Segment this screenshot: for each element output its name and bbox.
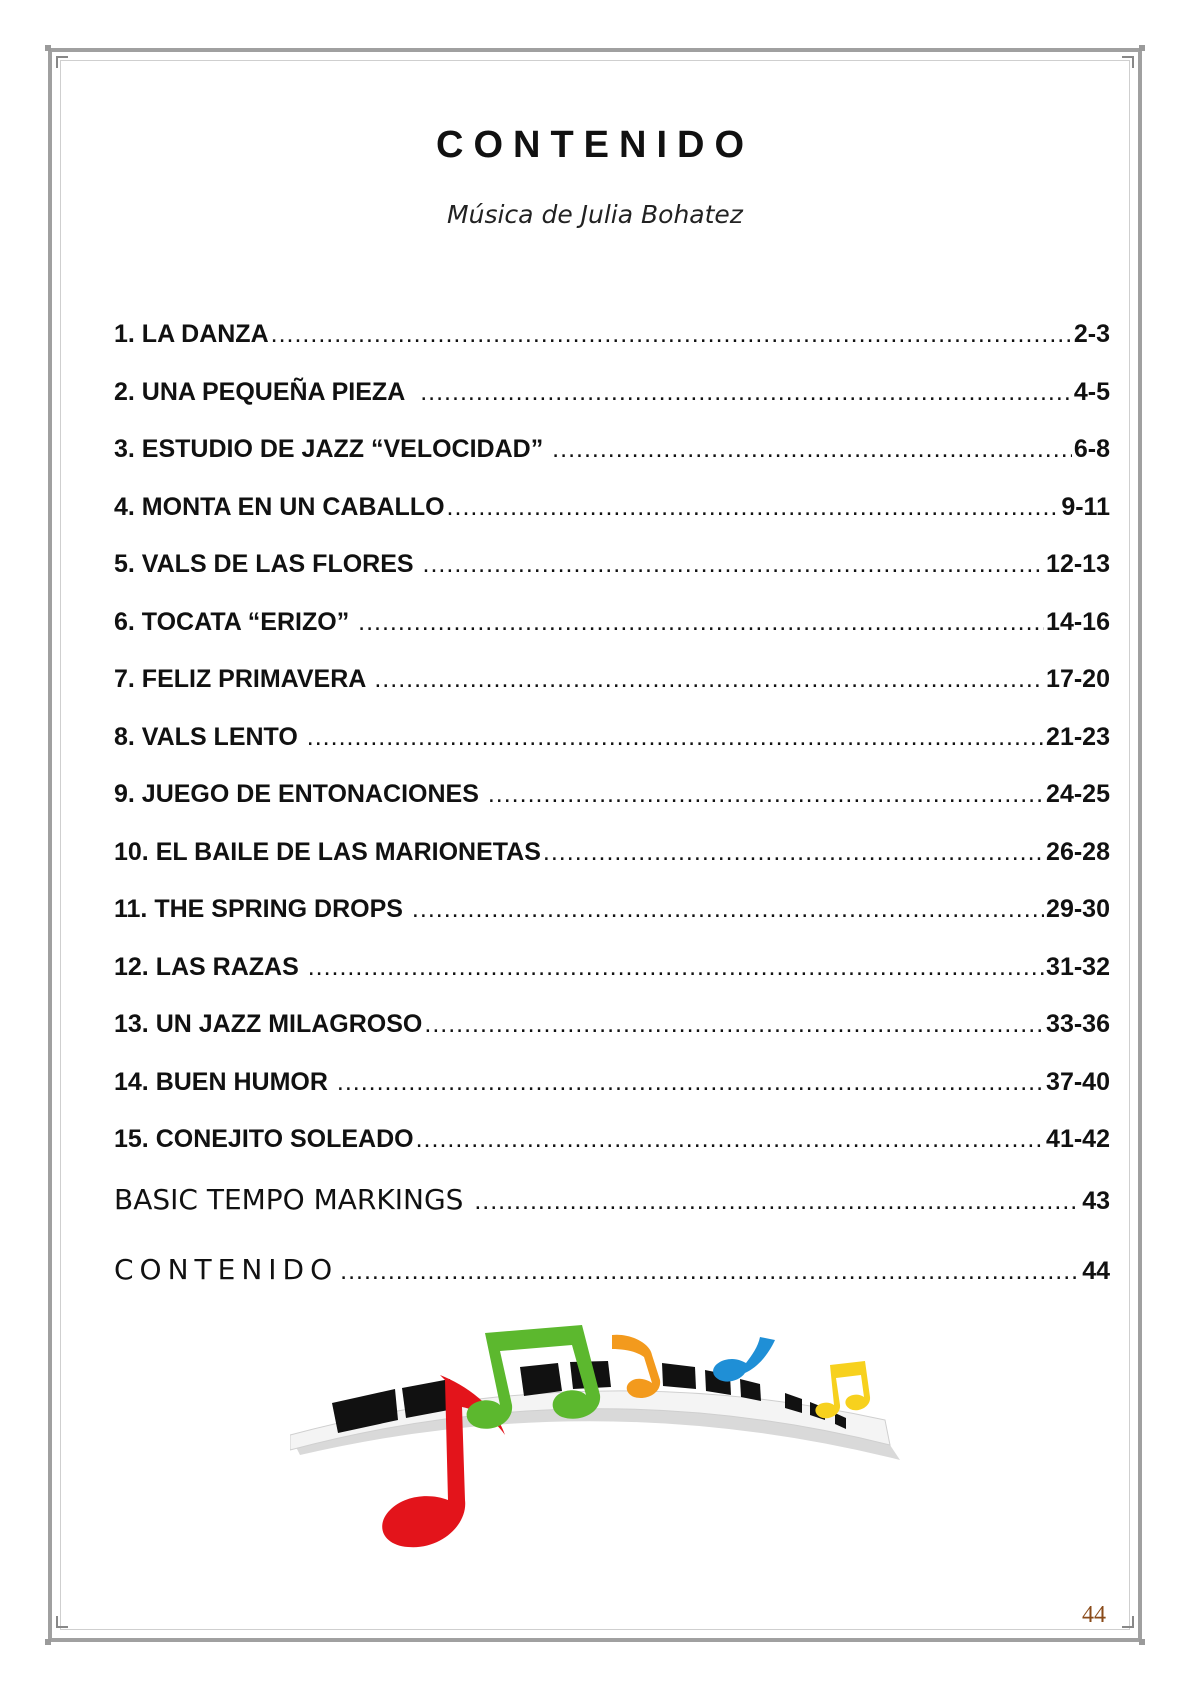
toc-leader-dots (416, 1125, 1044, 1154)
toc-entry[interactable] (114, 550, 1110, 608)
toc-leader-dots (423, 550, 1045, 579)
page-subtitle: Música de Julia Bohatez (447, 200, 743, 229)
toc-entry-label: 11. THE SPRING DROPS (114, 895, 410, 923)
toc-leader-dots (271, 320, 1072, 349)
toc-leader-dots (543, 838, 1044, 867)
toc-entry[interactable] (114, 1125, 1110, 1183)
toc-entry-label: 12. LAS RAZAS (114, 952, 306, 981)
corner-dot (45, 45, 51, 51)
toc-leader-dots (358, 608, 1044, 637)
toc-leader-dots (308, 953, 1044, 982)
toc-entry-label: 15. CONEJITO SOLEADO (114, 1125, 414, 1153)
toc-entry-label: 8. VALS LENTO (114, 722, 305, 751)
toc-entry-label: 6. TOCATA “ERIZO” (114, 607, 357, 636)
table-of-contents (114, 320, 1110, 1323)
toc-entry-label: 2. UNA PEQUEÑA PIEZA (114, 377, 419, 406)
piano-keys-music-notes-icon (290, 1325, 970, 1585)
toc-leader-dots (447, 493, 1060, 522)
toc-entry[interactable] (114, 723, 1110, 781)
toc-entry-pages: 12-13 (1046, 550, 1110, 578)
toc-entry-pages: 37-40 (1046, 1067, 1110, 1096)
toc-entry[interactable] (114, 665, 1110, 723)
toc-entry-pages: 26-28 (1046, 837, 1110, 866)
toc-entry-pages: 17-20 (1046, 665, 1110, 693)
toc-entry-pages: 41-42 (1046, 1125, 1110, 1153)
toc-entry-pages: 29-30 (1046, 895, 1110, 923)
corner-ornament-bottom-right (1122, 1616, 1134, 1628)
toc-entry[interactable] (114, 493, 1110, 551)
toc-entry-contenido[interactable] (114, 1253, 1110, 1323)
toc-entry-label: CONTENIDO (114, 1252, 339, 1286)
toc-entry-tempo[interactable] (114, 1183, 1110, 1253)
toc-entry-pages: 31-32 (1046, 952, 1110, 981)
toc-entry-pages: 43 (1082, 1186, 1110, 1215)
toc-leader-dots (552, 435, 1072, 464)
toc-entry-label: 10. EL BAILE DE LAS MARIONETAS (114, 837, 541, 866)
toc-entry-pages: 2-3 (1073, 320, 1110, 348)
toc-entry-pages: 21-23 (1046, 722, 1110, 751)
toc-entry-pages: 14-16 (1046, 607, 1110, 636)
corner-dot (1139, 1639, 1145, 1645)
toc-leader-dots (412, 895, 1044, 924)
toc-entry-label: 3. ESTUDIO DE JAZZ “VELOCIDAD” (114, 435, 551, 463)
toc-entry-label: 7. FELIZ PRIMAVERA (114, 665, 373, 693)
corner-ornament-top-right (1122, 56, 1134, 68)
toc-entry[interactable] (114, 953, 1110, 1011)
toc-leader-dots (307, 723, 1044, 752)
corner-dot (1139, 45, 1145, 51)
toc-leader-dots (374, 665, 1044, 694)
corner-ornament-bottom-left (56, 1616, 68, 1628)
toc-leader-dots (424, 1010, 1044, 1039)
toc-leader-dots (474, 1187, 1080, 1216)
toc-entry-label: 13. UN JAZZ MILAGROSO (114, 1010, 423, 1038)
toc-entry-pages: 44 (1082, 1256, 1110, 1285)
toc-entry-pages: 4-5 (1073, 377, 1110, 406)
toc-leader-dots (337, 1068, 1044, 1097)
toc-entry-pages: 6-8 (1073, 435, 1110, 463)
toc-entry-label: 1. LA DANZA (114, 320, 269, 348)
page-number: 44 (1082, 1602, 1106, 1628)
toc-leader-dots (340, 1257, 1080, 1286)
toc-entry-label: BASIC TEMPO MARKINGS (114, 1182, 473, 1216)
toc-entry-pages: 33-36 (1046, 1010, 1110, 1038)
toc-entry-label: 9. JUEGO DE ENTONACIONES (114, 780, 486, 808)
toc-entry-label: 14. BUEN HUMOR (114, 1067, 335, 1096)
toc-entry[interactable] (114, 608, 1110, 666)
toc-entry[interactable] (114, 780, 1110, 838)
corner-dot (45, 1639, 51, 1645)
page-title: CONTENIDO (436, 124, 754, 166)
toc-entry[interactable] (114, 435, 1110, 493)
toc-entry[interactable] (114, 1068, 1110, 1126)
toc-leader-dots (420, 378, 1072, 407)
toc-entry[interactable] (114, 895, 1110, 953)
toc-entry[interactable] (114, 320, 1110, 378)
toc-leader-dots (488, 780, 1044, 809)
toc-entry[interactable] (114, 1010, 1110, 1068)
corner-ornament-top-left (56, 56, 68, 68)
toc-entry-pages: 24-25 (1046, 780, 1110, 808)
toc-entry-pages: 9-11 (1061, 492, 1110, 521)
toc-entry[interactable] (114, 378, 1110, 436)
toc-entry-label: 4. MONTA EN UN CABALLO (114, 492, 445, 521)
toc-entry-label: 5. VALS DE LAS FLORES (114, 550, 421, 578)
toc-entry[interactable] (114, 838, 1110, 896)
